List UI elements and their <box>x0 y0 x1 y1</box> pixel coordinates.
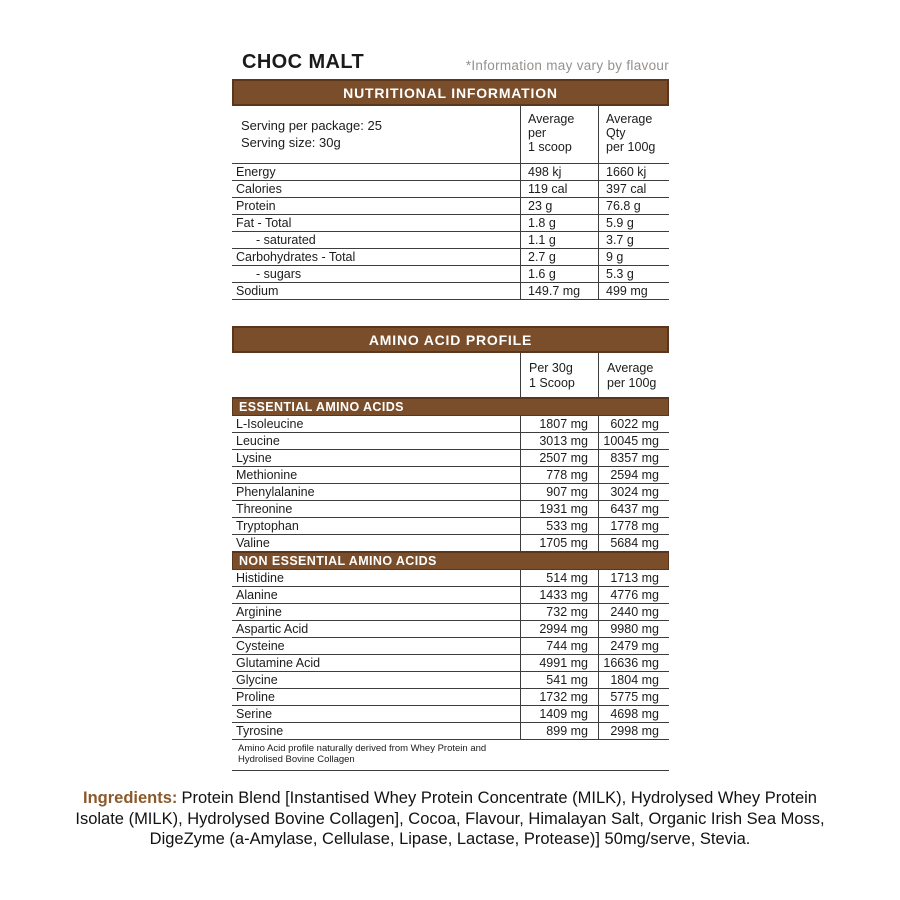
nutrition-row <box>232 232 669 249</box>
amino-col-100g-line: per 100g <box>607 376 657 390</box>
scoop-value: 533 mg <box>520 518 598 534</box>
col-100g-line: per 100g <box>606 140 656 154</box>
serving-per-package: Serving per package: 25 <box>241 118 382 133</box>
scoop-value: 1.6 g <box>520 266 598 282</box>
scoop-value: 541 mg <box>520 672 598 688</box>
per-100g-value: 1804 mg <box>598 672 669 688</box>
per-100g-value: 4776 mg <box>598 587 669 603</box>
per-100g-value: 3024 mg <box>598 484 669 500</box>
nutrition-table <box>232 164 669 300</box>
scoop-value: 149.7 mg <box>520 283 598 299</box>
scoop-value: 732 mg <box>520 604 598 620</box>
amino-row <box>232 450 669 467</box>
title-row <box>232 46 669 74</box>
scoop-value: 778 mg <box>520 467 598 483</box>
amino-row <box>232 535 669 552</box>
row-label: - saturated <box>256 233 316 247</box>
col-scoop-line: Average <box>528 112 575 126</box>
per-100g-value: 5775 mg <box>598 689 669 705</box>
scoop-value: 1705 mg <box>520 535 598 551</box>
nutrition-row <box>232 266 669 283</box>
amino-row <box>232 604 669 621</box>
per-100g-value: 9 g <box>598 249 669 265</box>
row-label: Lysine <box>236 451 272 465</box>
scoop-value: 1732 mg <box>520 689 598 705</box>
row-label: Aspartic Acid <box>236 622 309 636</box>
col-scoop-line: per <box>528 126 547 140</box>
row-label: Calories <box>236 182 282 196</box>
non-essential-amino-table <box>232 570 669 740</box>
ingredients-label: Ingredients: <box>83 789 178 807</box>
amino-row <box>232 518 669 535</box>
per-100g-value: 76.8 g <box>598 198 669 214</box>
amino-footnote <box>232 740 669 771</box>
scoop-value: 1931 mg <box>520 501 598 517</box>
nutrition-row <box>232 283 669 300</box>
nutritional-information-header: NUTRITIONAL INFORMATION <box>232 79 669 106</box>
amino-row <box>232 689 669 706</box>
scoop-value: 1807 mg <box>520 416 598 432</box>
scoop-value: 744 mg <box>520 638 598 654</box>
row-label: Threonine <box>236 502 293 516</box>
row-label: Cysteine <box>236 639 285 653</box>
amino-row <box>232 723 669 740</box>
scoop-value: 3013 mg <box>520 433 598 449</box>
scoop-value: 498 kj <box>520 164 598 180</box>
row-label: Histidine <box>236 571 284 585</box>
row-label: Alanine <box>236 588 278 602</box>
amino-col-100g-line: Average <box>607 361 654 375</box>
nutrition-row <box>232 215 669 232</box>
scoop-value: 1.1 g <box>520 232 598 248</box>
per-100g-value: 9980 mg <box>598 621 669 637</box>
per-100g-value: 2594 mg <box>598 467 669 483</box>
serving-size: Serving size: 30g <box>241 135 341 150</box>
nutrition-row <box>232 198 669 215</box>
col-100g-line: Qty <box>606 126 626 140</box>
row-label: Tryptophan <box>236 519 299 533</box>
per-100g-value: 5.3 g <box>598 266 669 282</box>
col-100g-line: Average <box>606 112 653 126</box>
nutrition-table-header <box>232 106 669 164</box>
non-essential-amino-acids-header: NON ESSENTIAL AMINO ACIDS <box>232 552 669 570</box>
scoop-value: 4991 mg <box>520 655 598 671</box>
essential-amino-acids-header: ESSENTIAL AMINO ACIDS <box>232 398 669 416</box>
amino-row <box>232 484 669 501</box>
scoop-value: 899 mg <box>520 723 598 739</box>
per-100g-value: 1660 kj <box>598 164 669 180</box>
row-label: Proline <box>236 690 275 704</box>
column-header-per-scoop <box>520 106 598 163</box>
per-100g-value: 5.9 g <box>598 215 669 231</box>
serving-info <box>232 106 520 163</box>
per-100g-value: 8357 mg <box>598 450 669 466</box>
scoop-value: 2507 mg <box>520 450 598 466</box>
row-label: Carbohydrates - Total <box>236 250 356 264</box>
nutrition-panel <box>232 46 669 771</box>
scoop-value: 2.7 g <box>520 249 598 265</box>
amino-row <box>232 672 669 689</box>
row-label: Tyrosine <box>236 724 284 738</box>
row-label: - sugars <box>256 267 302 281</box>
row-label: Valine <box>236 536 270 550</box>
nutrition-row <box>232 249 669 266</box>
amino-row <box>232 501 669 518</box>
amino-col-scoop-line: Per 30g <box>529 361 573 375</box>
scoop-value: 119 cal <box>520 181 598 197</box>
per-100g-value: 3.7 g <box>598 232 669 248</box>
row-label: Leucine <box>236 434 280 448</box>
scoop-value: 1.8 g <box>520 215 598 231</box>
amino-row <box>232 638 669 655</box>
amino-row <box>232 416 669 433</box>
per-100g-value: 16636 mg <box>598 655 669 671</box>
scoop-value: 1409 mg <box>520 706 598 722</box>
per-100g-value: 499 mg <box>598 283 669 299</box>
row-label: Phenylalanine <box>236 485 315 499</box>
per-100g-value: 2440 mg <box>598 604 669 620</box>
amino-row <box>232 706 669 723</box>
row-label: Fat - Total <box>236 216 292 230</box>
scoop-value: 1433 mg <box>520 587 598 603</box>
amino-row <box>232 621 669 638</box>
per-100g-value: 5684 mg <box>598 535 669 551</box>
amino-row <box>232 655 669 672</box>
row-label: Protein <box>236 199 276 213</box>
amino-table-header <box>232 353 669 398</box>
per-100g-value: 6437 mg <box>598 501 669 517</box>
scoop-value: 514 mg <box>520 570 598 586</box>
flavour-disclaimer: *Information may vary by flavour <box>465 58 669 73</box>
amino-footnote-line: Hydrolised Bovine Collagen <box>238 754 355 765</box>
amino-column-header-per-scoop <box>520 353 598 397</box>
product-title: CHOC MALT <box>242 51 365 73</box>
per-100g-value: 2998 mg <box>598 723 669 739</box>
ingredients-paragraph <box>0 788 900 850</box>
per-100g-value: 1713 mg <box>598 570 669 586</box>
amino-acid-profile-header: AMINO ACID PROFILE <box>232 326 669 353</box>
row-label: Energy <box>236 165 276 179</box>
amino-header-spacer <box>232 353 520 397</box>
scoop-value: 2994 mg <box>520 621 598 637</box>
row-label: Glutamine Acid <box>236 656 321 670</box>
amino-row <box>232 587 669 604</box>
column-header-per-100g <box>598 106 669 163</box>
amino-row <box>232 433 669 450</box>
scoop-value: 23 g <box>520 198 598 214</box>
per-100g-value: 397 cal <box>598 181 669 197</box>
scoop-value: 907 mg <box>520 484 598 500</box>
nutrition-row <box>232 181 669 198</box>
per-100g-value: 10045 mg <box>598 433 669 449</box>
row-label: Methionine <box>236 468 298 482</box>
per-100g-value: 4698 mg <box>598 706 669 722</box>
row-label: Serine <box>236 707 273 721</box>
row-label: Arginine <box>236 605 282 619</box>
row-label: L-Isoleucine <box>236 417 304 431</box>
per-100g-value: 2479 mg <box>598 638 669 654</box>
amino-footnote-line: Amino Acid profile naturally derived from Whey Protein and <box>238 743 487 754</box>
col-scoop-line: 1 scoop <box>528 140 572 154</box>
ingredients-text: Protein Blend [Instantised Whey Protein Concentrate (MILK), Hydrolysed Whey Protein Isolate (MILK), Hydrolysed Bovine Collagen], Cocoa, Flavour, Himalayan Salt, Organic Irish Sea Moss, DigeZyme (a-Amylase, Cellulase, Lipase, Lactase, Protease)] 50mg/serve, Stevia. <box>75 789 825 848</box>
row-label: Glycine <box>236 673 278 687</box>
amino-col-scoop-line: 1 Scoop <box>529 376 575 390</box>
essential-amino-table <box>232 416 669 552</box>
row-label: Sodium <box>236 284 279 298</box>
amino-column-header-per-100g <box>598 353 669 397</box>
per-100g-value: 6022 mg <box>598 416 669 432</box>
amino-row <box>232 570 669 587</box>
per-100g-value: 1778 mg <box>598 518 669 534</box>
amino-row <box>232 467 669 484</box>
nutrition-row <box>232 164 669 181</box>
